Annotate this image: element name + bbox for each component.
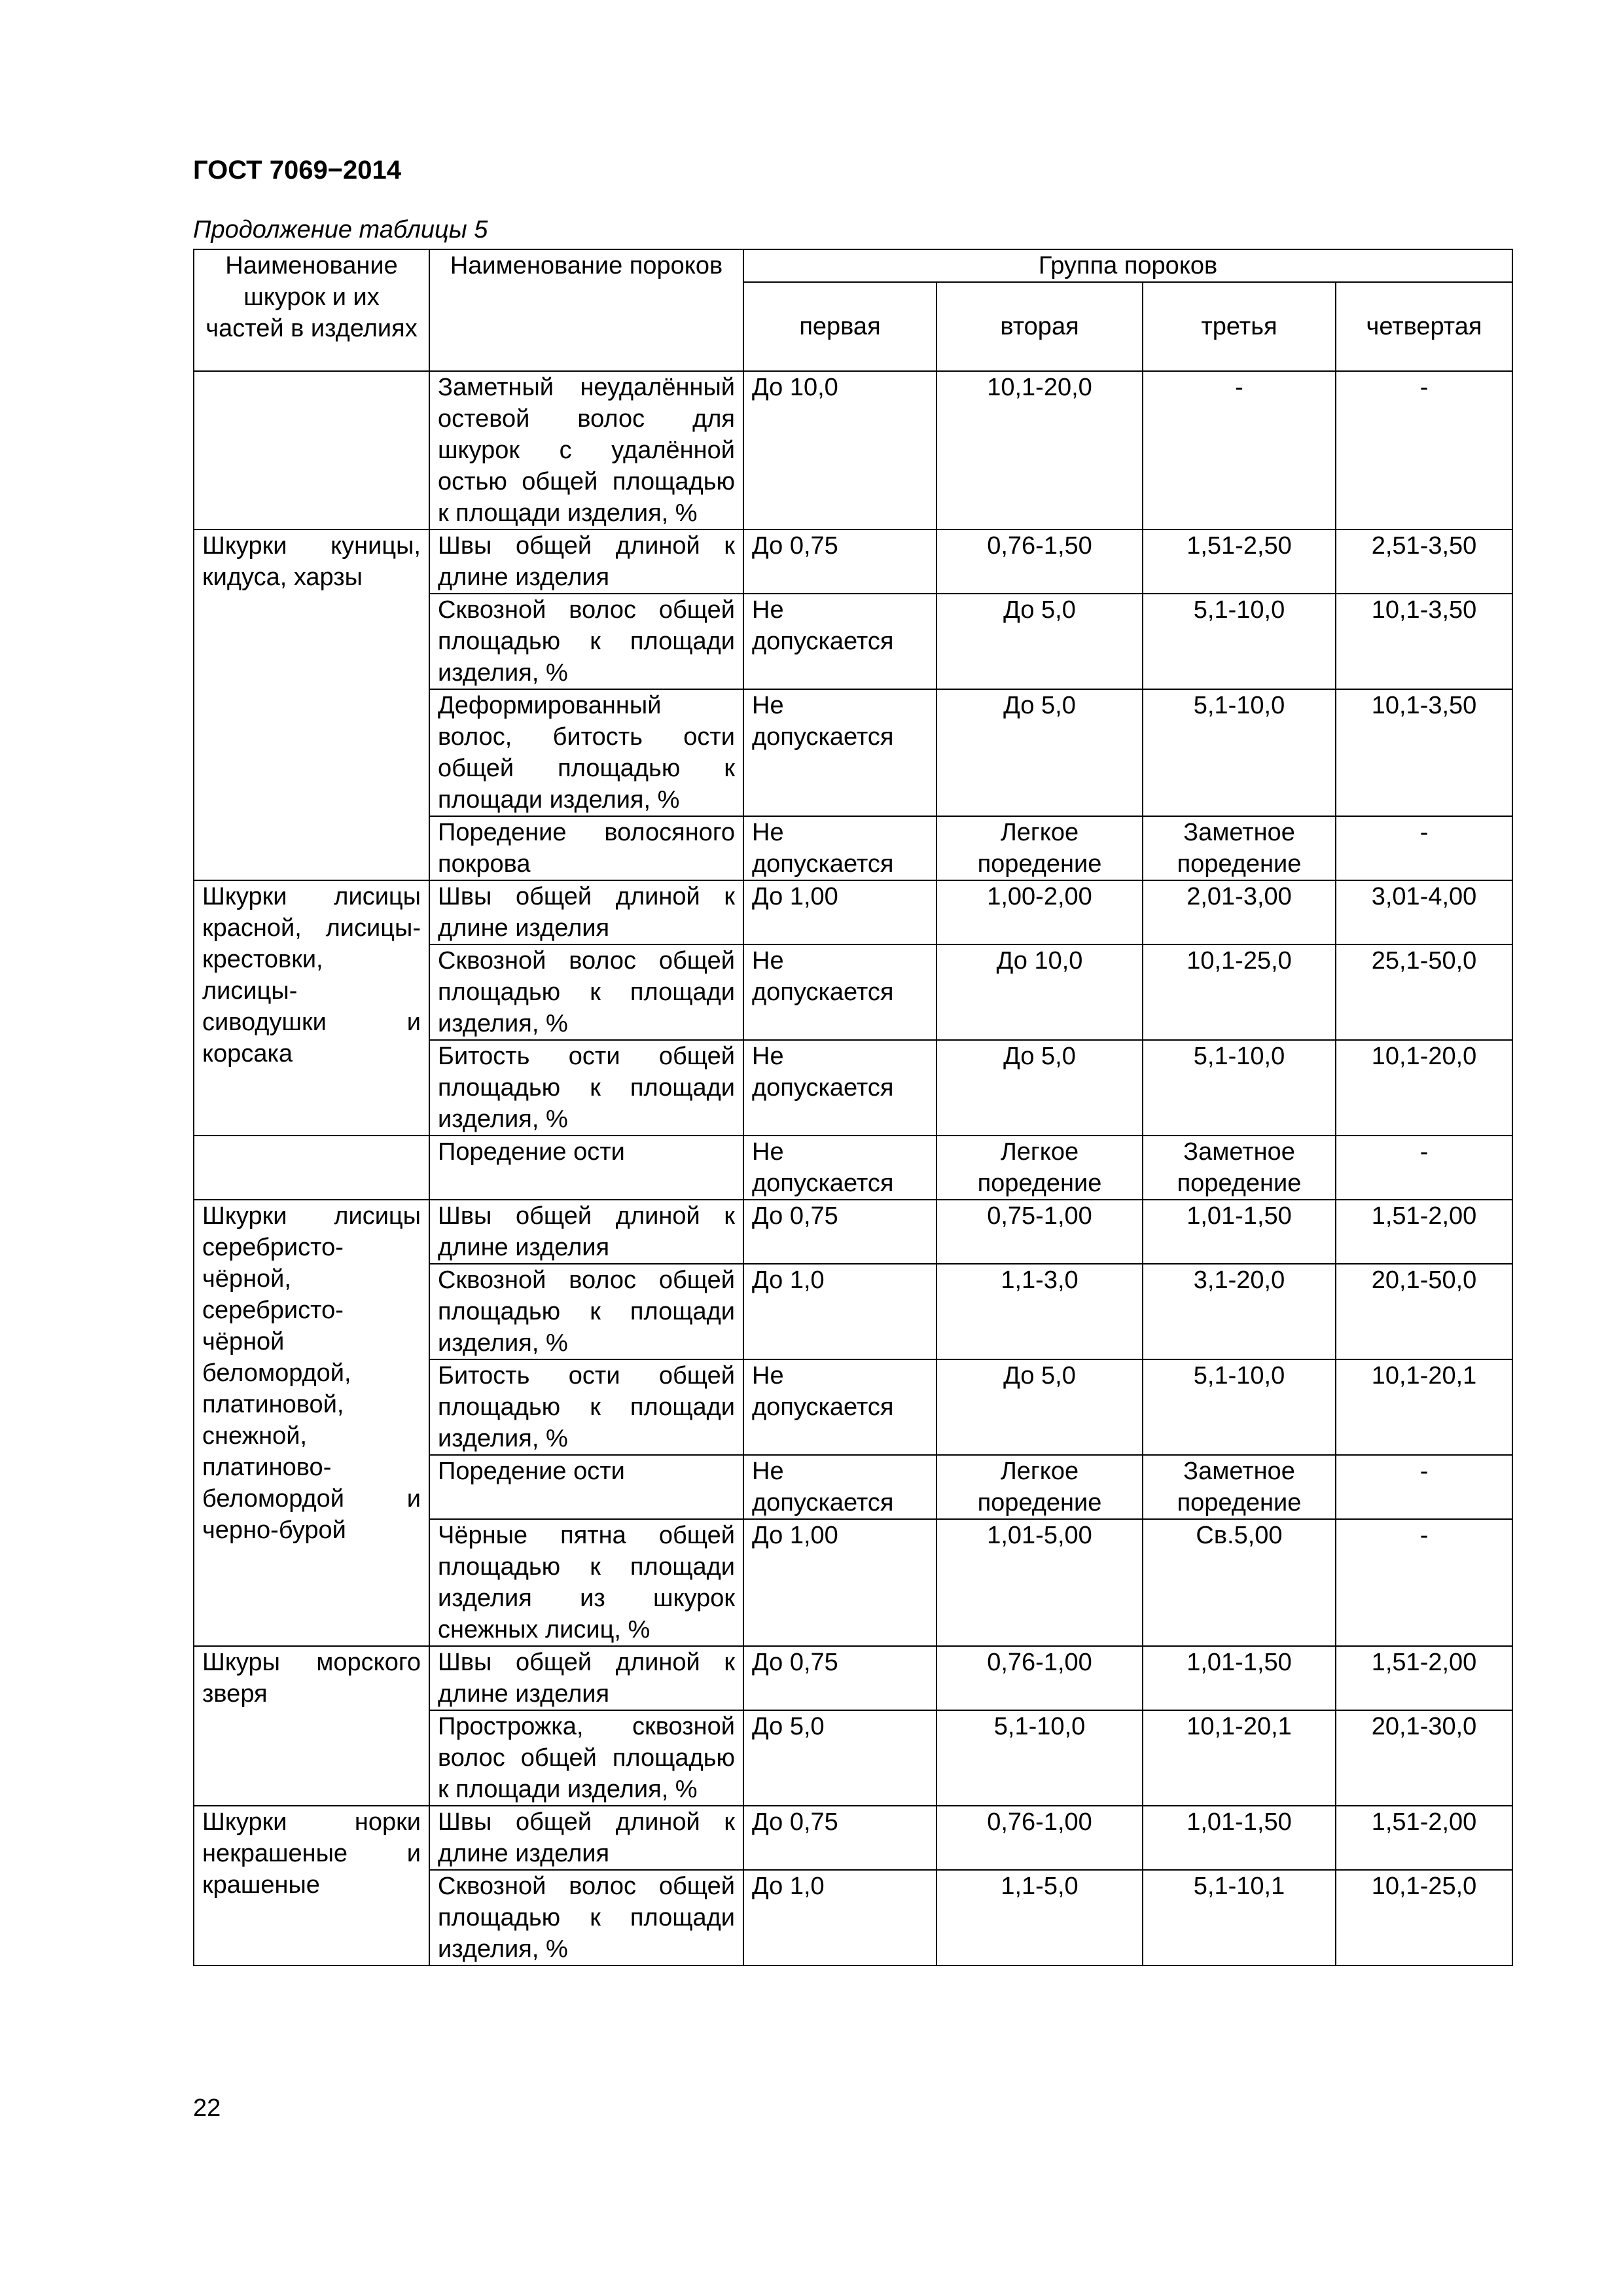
group-value-cell: 1,01-1,50 [1143, 1200, 1336, 1264]
group-value-cell: 1,00-2,00 [936, 880, 1143, 944]
skin-name-cell [194, 371, 429, 529]
defects-table [193, 249, 1513, 1966]
group-value-cell: - [1143, 371, 1336, 529]
group-value-cell: 5,1-10,0 [1143, 594, 1336, 689]
table-row [194, 880, 1512, 944]
group-value-cell: 5,1-10,0 [936, 1710, 1143, 1806]
defect-name-cell: Битость ости общей площадью к площади изделия, % [429, 1359, 743, 1455]
column-header-skins: Наименование шкурок и их частей в изделиях [194, 249, 429, 371]
group-value-cell: До 0,75 [743, 529, 936, 594]
page-number: 22 [193, 2094, 221, 2122]
group-value-cell: Не допускается [743, 689, 936, 816]
group-value-cell: 1,51-2,00 [1336, 1646, 1512, 1710]
group-value-cell: 5,1-10,0 [1143, 1359, 1336, 1455]
group-value-cell: 0,76-1,00 [936, 1806, 1143, 1870]
defect-name-cell: Сквозной волос общей площадью к площади изделия, % [429, 594, 743, 689]
skin-name-cell: Шкурки лисицы серебристо-чёрной, серебристо-чёрной беломордой, платиновой, снежной, платиново-беломордой и черно-бурой [194, 1200, 429, 1646]
group-value-cell: Легкое поредение [936, 816, 1143, 880]
group-value-cell: 10,1-25,0 [1336, 1870, 1512, 1965]
defect-name-cell: Сквозной волос общей площадью к площади изделия, % [429, 944, 743, 1040]
group-value-cell: 5,1-10,0 [1143, 689, 1336, 816]
table-row [194, 1200, 1512, 1264]
column-header-defects: Наименование пороков [429, 249, 743, 371]
defect-name-cell: Поредение волосяного покрова [429, 816, 743, 880]
group-value-cell: Не допускается [743, 1040, 936, 1136]
group-value-cell: 3,01-4,00 [1336, 880, 1512, 944]
group-value-cell: До 0,75 [743, 1646, 936, 1710]
group-value-cell: До 5,0 [936, 689, 1143, 816]
group-value-cell: Легкое поредение [936, 1136, 1143, 1200]
group-value-cell: 10,1-20,1 [1143, 1710, 1336, 1806]
defect-name-cell: Прострожка, сквозной волос общей площадью к площади изделия, % [429, 1710, 743, 1806]
group-value-cell: 1,51-2,00 [1336, 1806, 1512, 1870]
skin-name-cell: Шкурки лисицы красной, лисицы-крестовки, лисицы-сиводушки и корсака [194, 880, 429, 1136]
group-value-cell: До 1,00 [743, 880, 936, 944]
defect-name-cell: Чёрные пятна общей площадью к площади изделия из шкурок снежных лисиц, % [429, 1519, 743, 1646]
table-header-row [194, 249, 1512, 282]
defect-name-cell: Швы общей длиной к длине изделия [429, 880, 743, 944]
column-header-first: первая [743, 282, 936, 371]
defect-name-cell: Поредение ости [429, 1136, 743, 1200]
group-value-cell: 10,1-3,50 [1336, 594, 1512, 689]
group-value-cell: Не допускается [743, 1455, 936, 1519]
skin-name-cell: Шкурки куницы, кидуса, харзы [194, 529, 429, 880]
defect-name-cell: Деформированный волос, битость ости общей площадью к площади изделия, % [429, 689, 743, 816]
skin-name-cell [194, 1136, 429, 1200]
group-value-cell: До 1,0 [743, 1264, 936, 1359]
group-value-cell: 20,1-30,0 [1336, 1710, 1512, 1806]
group-value-cell: 10,1-20,0 [936, 371, 1143, 529]
group-value-cell: Не допускается [743, 944, 936, 1040]
group-value-cell: До 5,0 [936, 1359, 1143, 1455]
group-value-cell: До 0,75 [743, 1200, 936, 1264]
table-caption: Продолжение таблицы 5 [193, 216, 488, 243]
group-value-cell: - [1336, 371, 1512, 529]
table-row [194, 529, 1512, 594]
group-value-cell: 0,76-1,00 [936, 1646, 1143, 1710]
group-value-cell: 1,01-1,50 [1143, 1646, 1336, 1710]
table-body [194, 371, 1512, 1965]
group-value-cell: Не допускается [743, 594, 936, 689]
group-value-cell: 25,1-50,0 [1336, 944, 1512, 1040]
defect-name-cell: Поредение ости [429, 1455, 743, 1519]
group-value-cell: 2,51-3,50 [1336, 529, 1512, 594]
group-value-cell: - [1336, 1136, 1512, 1200]
group-value-cell: 1,1-3,0 [936, 1264, 1143, 1359]
group-value-cell: До 10,0 [743, 371, 936, 529]
group-value-cell: 1,01-1,50 [1143, 1806, 1336, 1870]
group-value-cell: 1,51-2,50 [1143, 529, 1336, 594]
defect-name-cell: Швы общей длиной к длине изделия [429, 529, 743, 594]
group-value-cell: Легкое поредение [936, 1455, 1143, 1519]
column-header-fourth: четвертая [1336, 282, 1512, 371]
group-value-cell: До 5,0 [743, 1710, 936, 1806]
group-value-cell: 1,01-5,00 [936, 1519, 1143, 1646]
group-value-cell: 5,1-10,0 [1143, 1040, 1336, 1136]
skin-name-cell: Шкурки норки некрашеные и крашеные [194, 1806, 429, 1965]
column-header-group: Группа пороков [743, 249, 1512, 282]
table-row [194, 1806, 1512, 1870]
group-value-cell: Не допускается [743, 816, 936, 880]
table-row [194, 1646, 1512, 1710]
group-value-cell: 0,75-1,00 [936, 1200, 1143, 1264]
group-value-cell: До 5,0 [936, 1040, 1143, 1136]
group-value-cell: До 10,0 [936, 944, 1143, 1040]
defect-name-cell: Сквозной волос общей площадью к площади изделия, % [429, 1264, 743, 1359]
group-value-cell: 10,1-25,0 [1143, 944, 1336, 1040]
group-value-cell: Заметное поредение [1143, 816, 1336, 880]
group-value-cell: 1,1-5,0 [936, 1870, 1143, 1965]
group-value-cell: 10,1-20,1 [1336, 1359, 1512, 1455]
table-row [194, 371, 1512, 529]
group-value-cell: 20,1-50,0 [1336, 1264, 1512, 1359]
defect-name-cell: Сквозной волос общей площадью к площади изделия, % [429, 1870, 743, 1965]
group-value-cell: - [1336, 816, 1512, 880]
table-row [194, 1136, 1512, 1200]
group-value-cell: Не допускается [743, 1136, 936, 1200]
skin-name-cell: Шкуры морского зверя [194, 1646, 429, 1806]
group-value-cell: Св.5,00 [1143, 1519, 1336, 1646]
group-value-cell: 1,51-2,00 [1336, 1200, 1512, 1264]
group-value-cell: - [1336, 1455, 1512, 1519]
group-value-cell: 10,1-3,50 [1336, 689, 1512, 816]
group-value-cell: 0,76-1,50 [936, 529, 1143, 594]
defect-name-cell: Швы общей длиной к длине изделия [429, 1646, 743, 1710]
group-value-cell: До 1,00 [743, 1519, 936, 1646]
defect-name-cell: Битость ости общей площадью к площади изделия, % [429, 1040, 743, 1136]
group-value-cell: 10,1-20,0 [1336, 1040, 1512, 1136]
group-value-cell: 5,1-10,1 [1143, 1870, 1336, 1965]
group-value-cell: До 0,75 [743, 1806, 936, 1870]
group-value-cell: Не допускается [743, 1359, 936, 1455]
group-value-cell: - [1336, 1519, 1512, 1646]
group-value-cell: 2,01-3,00 [1143, 880, 1336, 944]
group-value-cell: 3,1-20,0 [1143, 1264, 1336, 1359]
defect-name-cell: Швы общей длиной к длине изделия [429, 1806, 743, 1870]
defect-name-cell: Заметный неудалённый остевой волос для шкурок с удалённой остью общей площадью к площади изделия, % [429, 371, 743, 529]
group-value-cell: Заметное поредение [1143, 1455, 1336, 1519]
document-header: ГОСТ 7069−2014 [193, 156, 402, 185]
column-header-second: вторая [936, 282, 1143, 371]
column-header-third: третья [1143, 282, 1336, 371]
defect-name-cell: Швы общей длиной к длине изделия [429, 1200, 743, 1264]
group-value-cell: До 1,0 [743, 1870, 936, 1965]
group-value-cell: До 5,0 [936, 594, 1143, 689]
group-value-cell: Заметное поредение [1143, 1136, 1336, 1200]
